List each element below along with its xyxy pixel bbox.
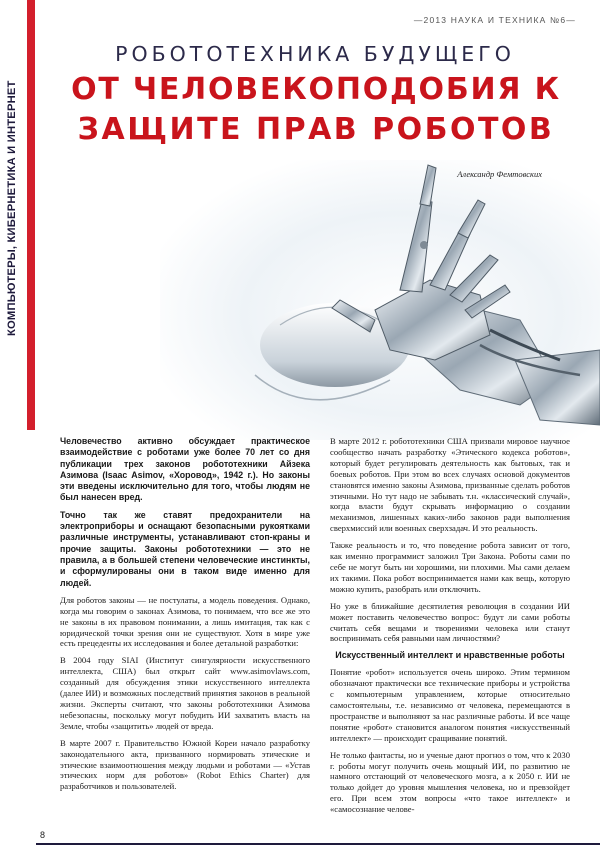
section-sidebar bbox=[0, 0, 34, 863]
footer-rule bbox=[36, 843, 600, 845]
body-paragraph: В марте 2012 г. робототехники США призвали мировое научное сообщество начать разработку «Этического кодекса роботов», который будет регулировать деятельность как бытовых, так и боевых роботов. При этом во всех случаях основой документов становятся именно законы Азимова, призванные сделать роботов этичными. Но тут надо не забывать т.н. «классический случай», когда власти будут скрывать информацию о создании механизмов, лишенных каких-либо законов ради выполнения сверхмиссий или военных сверхзадач. И это реальность. bbox=[330, 436, 570, 534]
article-kicker: РОБОТОТЕХНИКА БУДУЩЕГО bbox=[115, 42, 515, 66]
section-stripe bbox=[27, 0, 35, 430]
article-author: Александр Фемтовских bbox=[457, 169, 542, 179]
page-number: 8 bbox=[40, 830, 46, 840]
body-paragraph: Также реальность и то, что поведение робота зависит от того, как именно программист заложил Три Закона. Роботы сами по себе не могут быть ни хорошими, ни плохими. Мы сами делаем их такими. Пока робот воспринимается нами как вещь, которую можно купить, разобрать или отключить. bbox=[330, 540, 570, 594]
body-paragraph: Понятие «робот» используется очень широко. Этим термином обозначают практически все технические приборы и устройства с компьютерным управлением, которые относительно самостоятельны, т.е. независимо от человека, перемещаются в пространстве и выполняют за нас различные работы. И все чаще понятие «робот» становится аналогом понятия «искусственный интеллект» — происходит сращивание понятий. bbox=[330, 667, 570, 743]
body-paragraph: Не только фантасты, но и ученые дают прогноз о том, что к 2030 г. роботы могут получить очень мощный ИИ, по развитию не намного отстающий от человеческого мозга, а к 2050 г. ИИ не только дойдет до уровня мышления человека, но и превзойдет его. При всем этом вопросы «что такое интеллект» и «самосознание челове- bbox=[330, 749, 570, 815]
body-paragraph: Для роботов законы — не постулаты, а модель поведения. Однако, когда мы говорим о законах Азимова, то понимаем, что все же это не законы в их правовом понимании, а лишь имитация, так как с юридической точки зрения они не существуют. Хотя в мире уже есть прецеденты их исследования и более детальной разработки: bbox=[60, 594, 310, 649]
body-paragraph: В марте 2007 г. Правительство Южной Кореи начало разработку законодательного акта, призванного нормировать этические и этические взаимоотношения между людьми и роботами — «Устав этических норм для роботов» (Robot Ethics Charter) для разработчиков и пользователей. bbox=[60, 737, 310, 792]
article-title-line2: ЗАЩИТЕ ПРАВ РОБОТОВ bbox=[77, 112, 555, 147]
body-paragraph: Но уже в ближайшие десятилетия революция в создании ИИ может поставить человечество вопрос: будут ли сами роботы считать себя вещами и творениями человека или станут воспринимать себя равными нам личностями? bbox=[330, 600, 570, 644]
article-lead bbox=[60, 436, 310, 589]
section-label: КОМПЬЮТЕРЫ, КИБЕРНЕТИКА И ИНТЕРНЕТ bbox=[6, 80, 18, 336]
robot-hand-illustration bbox=[160, 160, 600, 440]
issue-header: —2013 НАУКА И ТЕХНИКА №6— bbox=[413, 15, 576, 25]
left-text-column bbox=[60, 436, 310, 798]
body-paragraph: В 2004 году SIAI (Институт сингулярности искусственного интеллекта, США) был открыт сайт www.asimovlaws.com, созданный для обсуждения этики искусственного интеллекта (далее ИИ) и возможных последствий принятия законов в реальной жизни. Эксперты считают, что законы робототехники Азимова небезопасны, поскольку могут побудить ИИ захватить власть на Земле, чтобы «защитить» людей от вреда. bbox=[60, 655, 310, 731]
section-heading: Искусственный интеллект и нравственные роботы bbox=[335, 650, 565, 661]
lead-paragraph-1: Человечество активно обсуждает практическое взаимодействие с роботами уже более 70 лет со дня публикации трех законов робототехники Айзека Азимова (Isaac Asimov, «Хоровод», 1942 г.). Но законы эти введены исключительно для того, чтобы людям не был нанесен вред. bbox=[60, 436, 310, 503]
article-title-line1: ОТ ЧЕЛОВЕКОПОДОБИЯ К bbox=[71, 72, 561, 107]
lead-paragraph-2: Точно так же ставят предохранители на электроприборы и оснащают безопасными рукоятками различные инструменты, устанавливают стоп-краны и прочие защиты. Законы робототехники — это не правила, а в большей степени человеческие инстинкты, и сформулированы они в таком виде именно для людей. bbox=[60, 509, 310, 588]
right-text-column bbox=[330, 436, 570, 821]
